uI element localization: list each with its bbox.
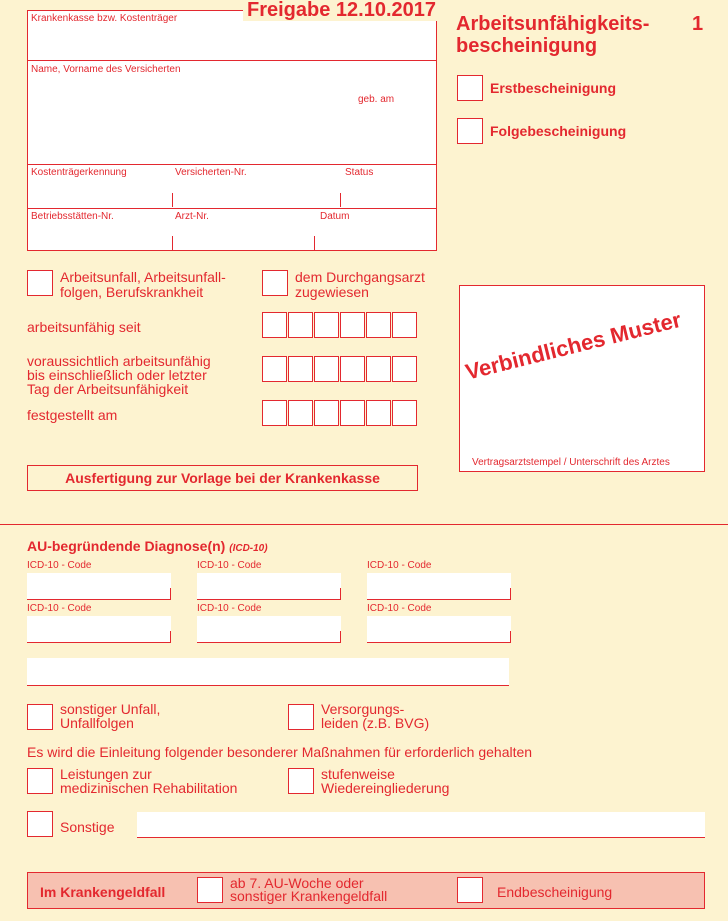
date-digit-cell[interactable]	[288, 356, 313, 382]
date-digit-cell[interactable]	[392, 312, 417, 338]
rehab-checkbox[interactable]	[27, 768, 53, 794]
misc-text-field[interactable]	[137, 812, 705, 838]
measures-text: Es wird die Einleitung folgender besonderer Maßnahmen für erforderlich gehalten	[27, 744, 533, 760]
field-tick	[170, 631, 171, 643]
field-tick	[314, 236, 315, 250]
follow-certificate-checkbox[interactable]	[457, 118, 483, 144]
stamp-caption: Vertragsarztstempel / Unterschrift des Arztes	[472, 457, 670, 468]
date-digit-cell[interactable]	[262, 312, 287, 338]
insurer-id-label: Kostenträgerkennung	[31, 167, 127, 178]
name-label: Name, Vorname des Versicherten	[31, 64, 181, 75]
date-digit-cell[interactable]	[288, 312, 313, 338]
expected-label-2: bis einschließlich oder letzter	[27, 367, 207, 383]
expected-label-3: Tag der Arbeitsunfähigkeit	[27, 381, 189, 397]
field-tick	[170, 588, 171, 600]
icd-code-label: ICD-10 - Code	[27, 560, 92, 571]
date-digit-cell[interactable]	[314, 356, 339, 382]
rehab-label-1: Leistungen zur	[60, 766, 152, 782]
first-certificate-label: Erstbescheinigung	[490, 80, 617, 96]
diagnosis-heading-sub: (ICD-10)	[229, 543, 268, 554]
field-tick	[510, 631, 511, 643]
date-digit-cell[interactable]	[366, 312, 391, 338]
date-digit-cell[interactable]	[288, 400, 313, 426]
date-digit-cell[interactable]	[262, 400, 287, 426]
reintegration-label-2: Wiedereingliederung	[321, 780, 450, 796]
field-tick	[340, 193, 341, 207]
supply-suffering-checkbox[interactable]	[288, 704, 314, 730]
icd-code-field[interactable]	[27, 573, 171, 600]
copy-number: 1	[692, 13, 704, 35]
release-note: Freigabe 12.10.2017	[243, 0, 440, 21]
insurer-label: Krankenkasse bzw. Kostenträger	[31, 13, 178, 24]
field-tick	[172, 236, 173, 250]
icd-code-label: ICD-10 - Code	[197, 560, 262, 571]
icd-code-field[interactable]	[367, 573, 511, 600]
diagnosis-free-text-field[interactable]	[27, 658, 509, 686]
first-certificate-checkbox[interactable]	[457, 75, 483, 101]
transit-doctor-label-2: zugewiesen	[295, 284, 369, 300]
divider	[27, 208, 437, 209]
date-digit-cell[interactable]	[314, 312, 339, 338]
insured-no-label: Versicherten-Nr.	[175, 167, 247, 178]
supply-suffering-label-1: Versorgungs-	[321, 701, 405, 717]
date-digit-cell[interactable]	[262, 356, 287, 382]
final-certificate-label: Endbescheinigung	[497, 884, 613, 900]
supply-suffering-label-2: leiden (z.B. BVG)	[321, 715, 430, 731]
icd-code-field[interactable]	[27, 616, 171, 643]
work-accident-label-2: folgen, Berufskrankheit	[60, 284, 204, 300]
sick-pay-label: Im Krankengeldfall	[40, 884, 166, 900]
work-accident-label-1: Arbeitsunfall, Arbeitsunfall-	[60, 269, 226, 285]
diagnosis-heading-text: AU-begründende Diagnose(n)	[27, 538, 226, 554]
doctor-no-label: Arzt-Nr.	[175, 211, 209, 222]
follow-certificate-label: Folgebescheinigung	[490, 123, 627, 139]
date-digit-cell[interactable]	[314, 400, 339, 426]
date-digit-cell[interactable]	[340, 356, 365, 382]
transit-doctor-label-1: dem Durchgangsarzt	[295, 269, 425, 285]
icd-code-label: ICD-10 - Code	[367, 560, 432, 571]
section-divider	[0, 524, 728, 525]
date-digit-cell[interactable]	[366, 400, 391, 426]
form-title-line2: bescheinigung	[456, 35, 598, 57]
week7-label-1: ab 7. AU-Woche oder	[230, 875, 364, 891]
field-tick	[340, 588, 341, 600]
icd-code-label: ICD-10 - Code	[367, 603, 432, 614]
field-tick	[510, 588, 511, 600]
misc-checkbox[interactable]	[27, 811, 53, 837]
date-digit-cell[interactable]	[366, 356, 391, 382]
icd-code-field[interactable]	[367, 616, 511, 643]
unfit-since-label: arbeitsunfähig seit	[27, 319, 141, 335]
icd-code-field[interactable]	[197, 616, 341, 643]
date-digit-cell[interactable]	[392, 356, 417, 382]
divider	[27, 60, 437, 61]
week7-label-2: sonstiger Krankengeldfall	[230, 888, 388, 904]
work-accident-checkbox[interactable]	[27, 270, 53, 296]
date-digit-cell[interactable]	[340, 312, 365, 338]
transit-doctor-checkbox[interactable]	[262, 270, 288, 296]
form-title-line1: Arbeitsunfähigkeits-	[456, 13, 650, 35]
icd-code-label: ICD-10 - Code	[27, 603, 92, 614]
facility-no-label: Betriebsstätten-Nr.	[31, 211, 114, 222]
week7-checkbox[interactable]	[197, 877, 223, 903]
divider	[27, 164, 437, 165]
date-label: Datum	[320, 211, 350, 222]
misc-label: Sonstige	[60, 819, 115, 835]
date-digit-cell[interactable]	[340, 400, 365, 426]
icd-code-label: ICD-10 - Code	[197, 603, 262, 614]
rehab-label-2: medizinischen Rehabilitation	[60, 780, 238, 796]
specimen-watermark: Verbindliches Muster	[462, 306, 684, 385]
date-digit-cell[interactable]	[392, 400, 417, 426]
reintegration-label-1: stufenweise	[321, 766, 395, 782]
icd-code-field[interactable]	[197, 573, 341, 600]
expected-label-1: voraussichtlich arbeitsunfähig	[27, 353, 211, 369]
field-tick	[172, 193, 173, 207]
reintegration-checkbox[interactable]	[288, 768, 314, 794]
other-accident-label-2: Unfallfolgen	[60, 715, 134, 731]
field-tick	[340, 631, 341, 643]
status-label: Status	[345, 167, 374, 178]
copy-for-box: Ausfertigung zur Vorlage bei der Krankenkasse	[27, 465, 418, 491]
dob-label: geb. am	[358, 94, 395, 105]
determined-on-label: festgestellt am	[27, 407, 118, 423]
diagnosis-heading	[27, 539, 268, 556]
final-certificate-checkbox[interactable]	[457, 877, 483, 903]
other-accident-label-1: sonstiger Unfall,	[60, 701, 161, 717]
other-accident-checkbox[interactable]	[27, 704, 53, 730]
